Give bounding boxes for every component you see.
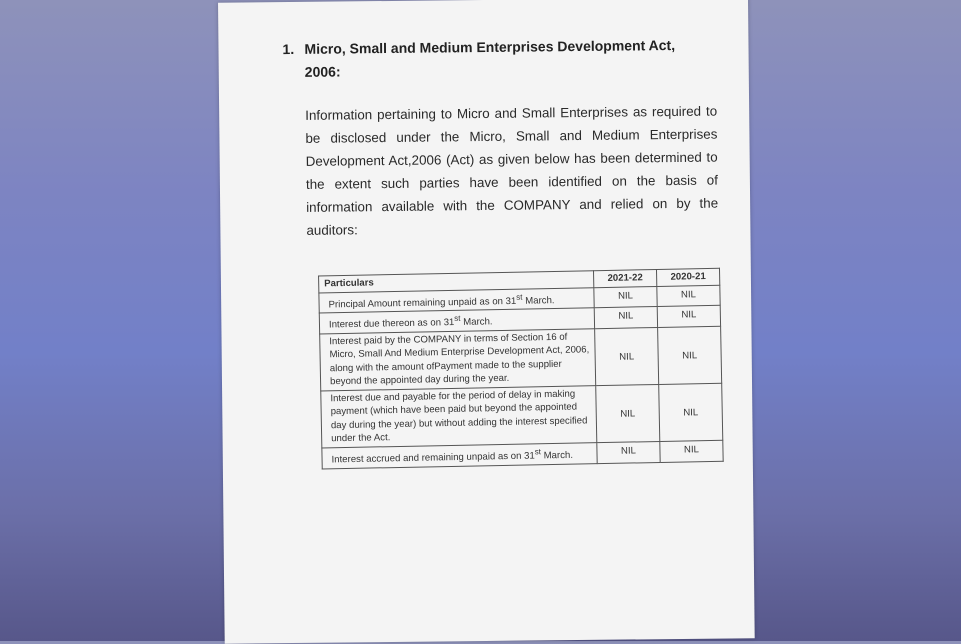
msme-disclosure-table bbox=[318, 268, 724, 469]
section-heading bbox=[282, 34, 712, 85]
header-year-current: 2021-22 bbox=[593, 270, 656, 288]
section-number: 1. bbox=[282, 40, 295, 58]
row-value-2021-22: NIL bbox=[594, 286, 657, 308]
document-page bbox=[218, 0, 755, 644]
row-value-2021-22: NIL bbox=[596, 384, 660, 442]
row-value-2020-21: NIL bbox=[660, 440, 723, 462]
header-particulars: Particulars bbox=[319, 271, 594, 293]
header-year-previous: 2020-21 bbox=[656, 268, 719, 286]
disclosure-paragraph: Information pertaining to Micro and Small Enterprises as required to be disclosed under the Micro, Small and Medium Enterprises Development Act,2006 (Act) as given below has been determined to the extent such parties have been identified on the basis of information available with the COMPANY and relied on by the auditors: bbox=[305, 103, 719, 238]
table-row bbox=[321, 383, 723, 448]
row-particular: Interest paid by the COMPANY in terms of Section 16 of Micro, Small And Medium Enterprise Development Act, 2006, along with the amount ofPayment made to the supplier beyond the appointed day during the year. bbox=[320, 329, 596, 391]
row-particular: Interest due and payable for the period of delay in making payment (which have been paid but beyond the appointed day during the year) but without adding the interest specified under the Act. bbox=[321, 386, 597, 448]
row-value-2020-21: NIL bbox=[659, 383, 723, 441]
row-value-2020-21: NIL bbox=[657, 305, 720, 327]
row-value-2020-21: NIL bbox=[658, 326, 722, 384]
row-value-2021-22: NIL bbox=[597, 441, 660, 463]
row-particular: Interest accrued and remaining unpaid as on 31st March. bbox=[322, 443, 597, 469]
row-value-2021-22: NIL bbox=[594, 307, 657, 329]
row-particular: Interest due thereon as on 31st March. bbox=[319, 308, 594, 334]
table-row bbox=[320, 326, 722, 391]
row-particular: Principal Amount remaining unpaid as on 31st March. bbox=[319, 287, 594, 313]
row-value-2020-21: NIL bbox=[657, 285, 720, 307]
row-value-2021-22: NIL bbox=[595, 327, 659, 385]
section-title: Micro, Small and Medium Enterprises Development Act, 2006: bbox=[304, 36, 676, 80]
